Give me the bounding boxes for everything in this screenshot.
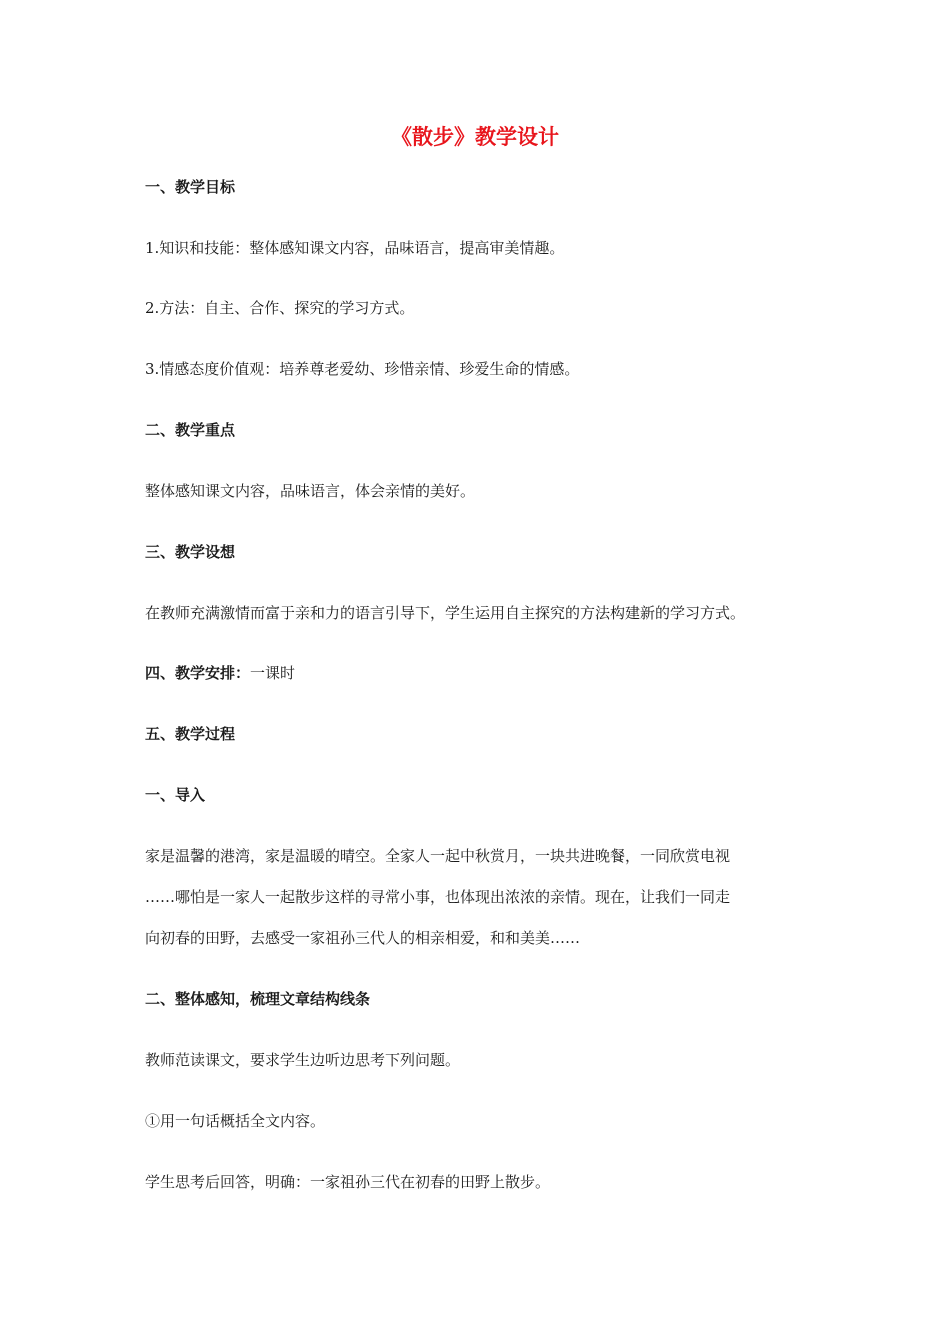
question-1: ①用一句话概括全文内容。: [145, 1112, 326, 1130]
teaching-focus-text: 整体感知课文内容，品味语言，体会亲情的美好。: [145, 482, 476, 500]
goal-attitude-values: 3.情感态度价值观：培养尊老爱幼、珍惜亲情、珍爱生命的情感。: [145, 360, 580, 378]
heading-overall-perception: 二、整体感知，梳理文章结构线条: [145, 990, 371, 1008]
heading-teaching-idea: 三、教学设想: [145, 543, 236, 561]
introduction-line-2: ……哪怕是一家人一起散步这样的寻常小事，也体现出浓浓的亲情。现在，让我们一同走: [145, 888, 731, 906]
goal-method: 2.方法：自主、合作、探究的学习方式。: [145, 299, 415, 317]
teaching-schedule-value: 一课时: [250, 664, 296, 682]
heading-teaching-process: 五、教学过程: [145, 725, 236, 743]
teaching-schedule: [145, 662, 815, 684]
introduction-line-1: 家是温馨的港湾，家是温暖的晴空。全家人一起中秋赏月，一块共进晚餐，一同欣赏电视: [145, 847, 731, 865]
document-title: 《散步》教学设计: [391, 124, 559, 149]
heading-teaching-focus: 二、教学重点: [145, 421, 236, 439]
introduction-line-3: 向初春的田野，去感受一家祖孙三代人的相亲相爱，和和美美……: [145, 929, 581, 947]
goal-knowledge-skills: 1.知识和技能：整体感知课文内容，品味语言，提高审美情趣。: [145, 239, 565, 257]
heading-introduction: 一、导入: [145, 786, 206, 804]
teaching-idea-text: 在教师充满激情而富于亲和力的语言引导下，学生运用自主探究的方法构建新的学习方式。: [145, 604, 746, 622]
heading-teaching-schedule: 四、教学安排：: [145, 664, 251, 682]
perception-instruction: 教师范读课文，要求学生边听边思考下列问题。: [145, 1051, 461, 1069]
heading-teaching-goals: 一、教学目标: [145, 178, 236, 196]
answer-1: 学生思考后回答，明确：一家祖孙三代在初春的田野上散步。: [145, 1173, 551, 1191]
